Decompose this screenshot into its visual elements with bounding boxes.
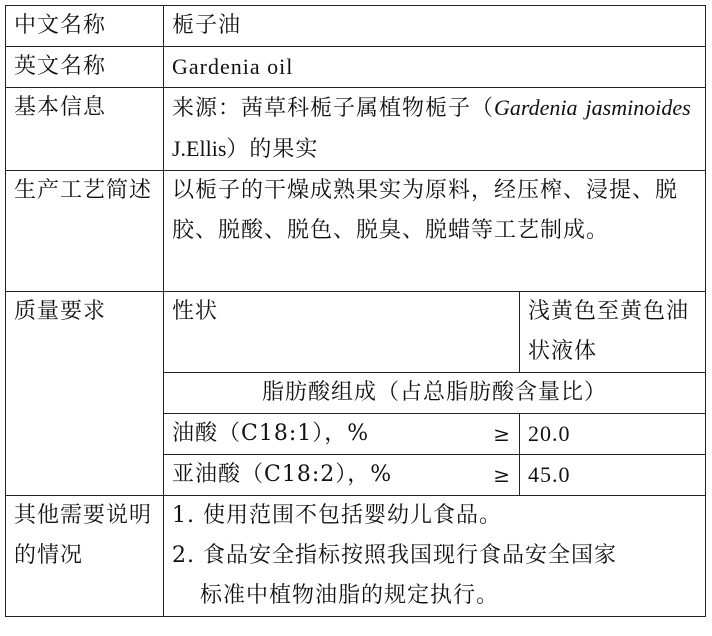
oleic-acid-cell: [164, 414, 520, 455]
linoleic-acid-cell: [164, 455, 520, 496]
value-other-notes: [164, 496, 706, 617]
note-item-2-line-2: 标准中植物油脂的规定执行。: [200, 583, 500, 608]
label-other-notes: 其他需要说明的情况: [6, 496, 164, 617]
oleic-acid-name: 油酸（C18:1），%: [172, 421, 370, 446]
value-english-name: Gardenia oil: [164, 47, 706, 88]
latin-species: jasminoides: [585, 95, 691, 120]
row-basic-info: [6, 88, 706, 171]
row-process: [6, 171, 706, 292]
spec-table: [5, 5, 706, 617]
label-quality: 质量要求: [6, 292, 164, 496]
latin-genus: Gardenia: [494, 95, 578, 120]
row-appearance: [6, 292, 706, 373]
author-name: J.Ellis: [172, 136, 227, 161]
row-other-notes: [6, 496, 706, 617]
value-chinese-name: 栀子油: [164, 6, 706, 47]
fatty-acid-header: 脂肪酸组成（占总脂肪酸含量比）: [164, 373, 706, 414]
linoleic-acid-operator: ≥: [493, 463, 511, 487]
label-chinese-name: 中文名称: [6, 6, 164, 47]
oleic-acid-operator: ≥: [493, 422, 511, 446]
oleic-acid-value: 20.0: [520, 414, 706, 455]
linoleic-acid-name: 亚油酸（C18:2），%: [172, 462, 393, 487]
note-item-2-line-1: 2. 食品安全指标按照我国现行食品安全国家: [172, 543, 617, 568]
label-process: 生产工艺简述: [6, 171, 164, 292]
value-process: 以栀子的干燥成熟果实为原料，经压榨、浸提、脱胶、脱酸、脱色、脱臭、脱蜡等工艺制成。: [164, 171, 706, 292]
linoleic-acid-value: 45.0: [520, 455, 706, 496]
appearance-value: 浅黄色至黄色油状液体: [520, 292, 706, 373]
source-suffix: ）的果实: [226, 137, 319, 162]
row-english-name: [6, 47, 706, 88]
label-basic-info: 基本信息: [6, 88, 164, 171]
note-item-1: 1. 使用范围不包括婴幼儿食品。: [172, 503, 502, 528]
value-basic-info: [164, 88, 706, 171]
appearance-label: 性状: [164, 292, 520, 373]
source-prefix: 来源：茜草科栀子属植物栀子（: [172, 96, 495, 121]
label-english-name: 英文名称: [6, 47, 164, 88]
row-chinese-name: [6, 6, 706, 47]
